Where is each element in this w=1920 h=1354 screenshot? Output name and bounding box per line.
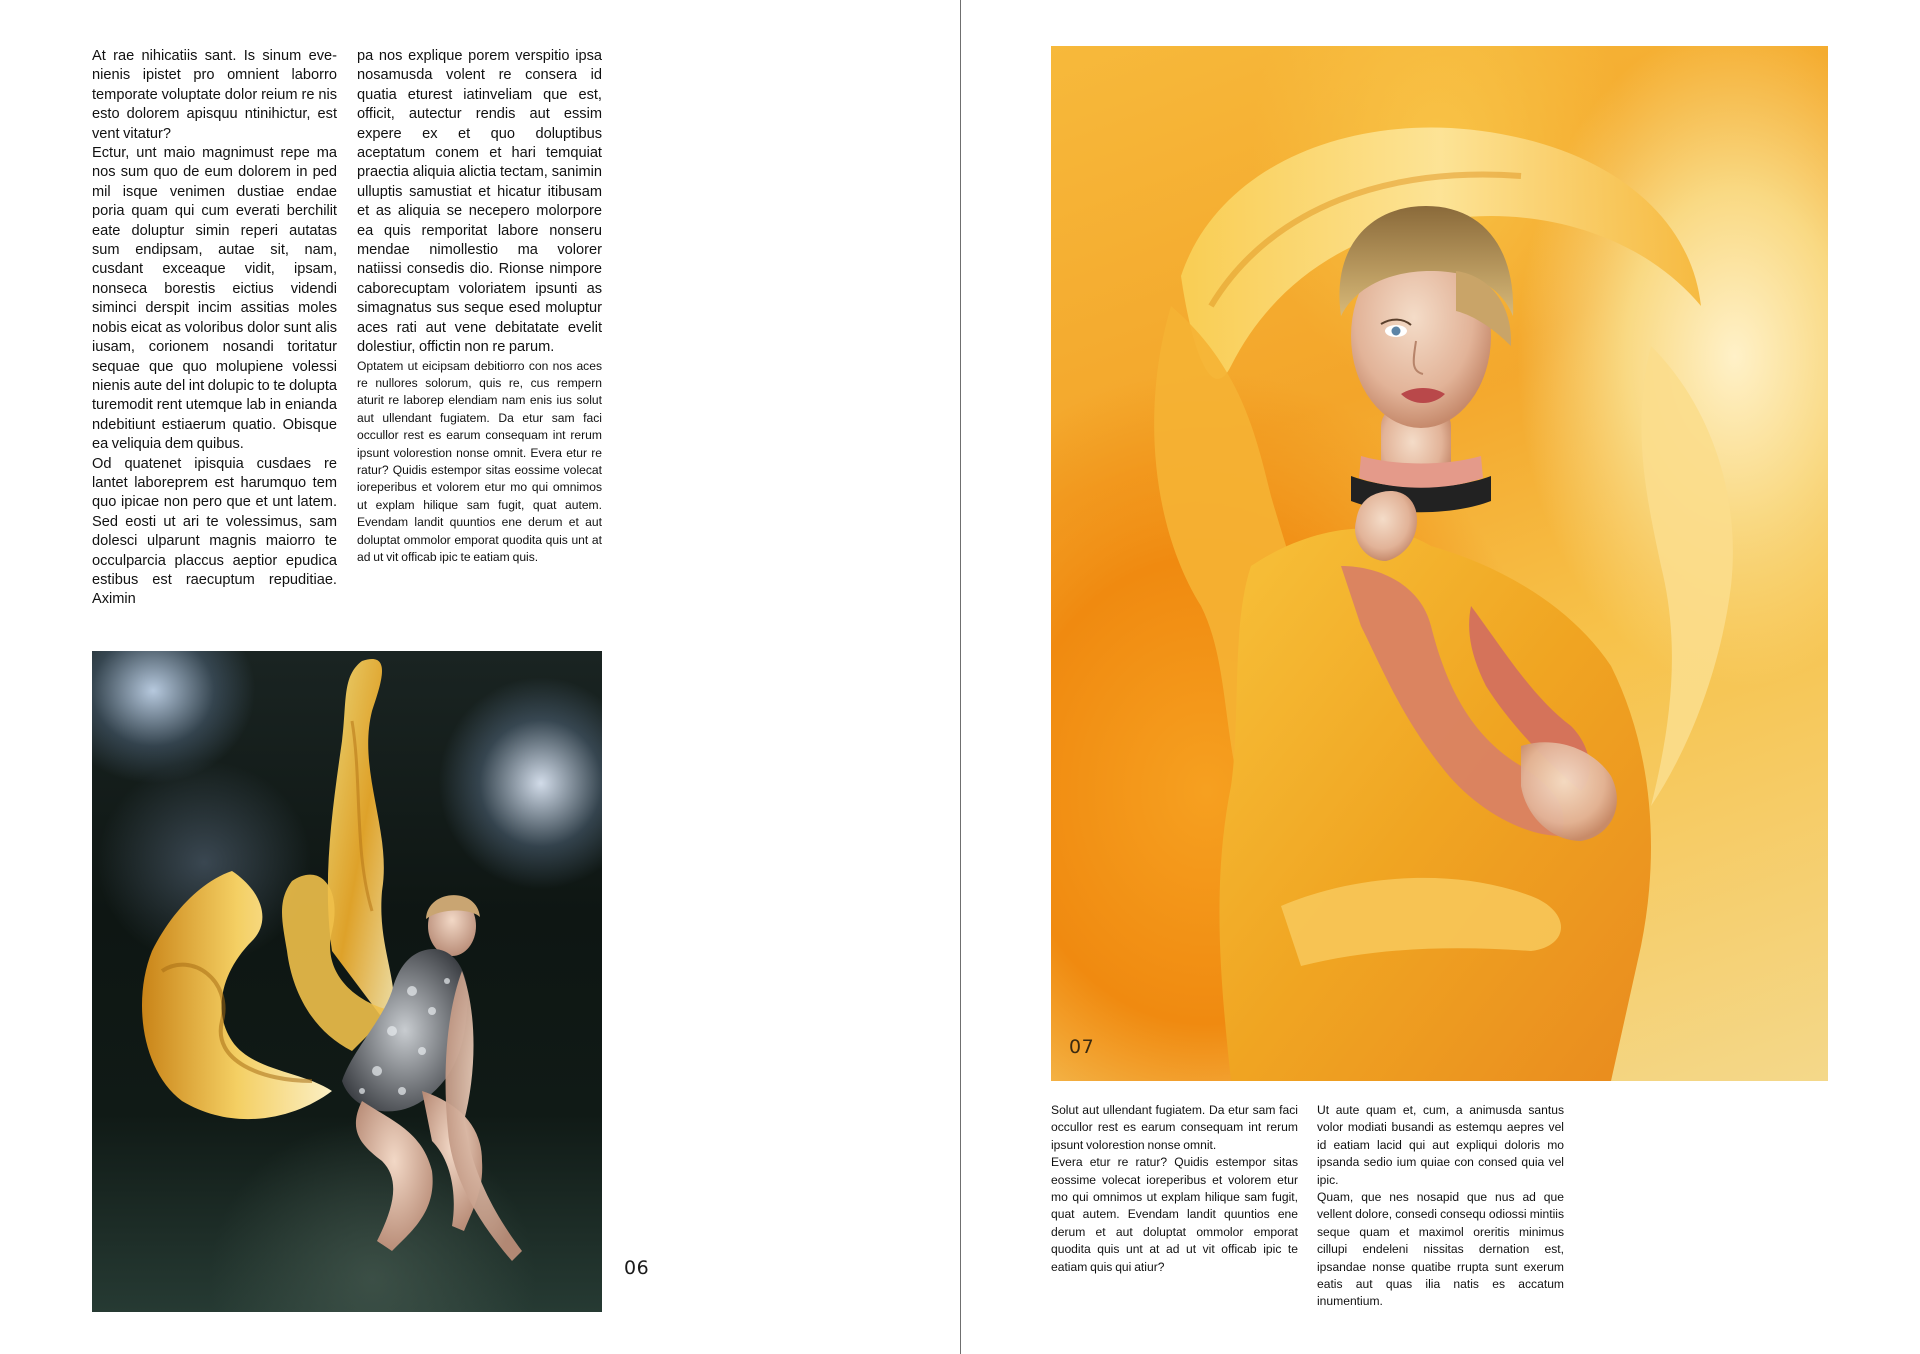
left-text-column-2 [357, 47, 602, 566]
page-number: 06 [624, 1257, 650, 1279]
fashion-photo-crouching-model [92, 651, 602, 1312]
paragraph: Ut aute quam et, cum, a animusda santus volor modiati busandi as estemqu aepres vel id eatiam lacid qui aut expliqui doloris mo ipsanda sedio ium quiae con consed quia vel ipic. [1317, 1103, 1564, 1187]
paragraph-small: Optatem ut eicipsam debitiorro con nos aces re nullores solorum, quis re, cus rempern aturit re laborep elendiam nam enis ius solut aut ullendant fugiatem. Da etur sam faci occullor rest es earum consequam int rerum ipsunt volorestion nonse omnit. Evera etur re ratur? Quidis estempor sitas eossime volecat ioreperibus et volorem etur mo qui omnimos ut explam hilique sam fugit, quat autem. Evendam landit quuntios ene derum et aut doluptat ommolor emporat quodita quis unt at ad ut vit officab ipic te eatiam quis. [357, 358, 602, 564]
paragraph: Od quatenet ipisquia cusdaes re lantet laboreprem est harumquo tem quo ipicae non pero que et unt latem. Sed eosti ut ari te volessimus, sam dolesci ulparunt magnis maiorro te occulparcia placcus aeptior epudica estibus est raecuptum repuditiae. Aximin [92, 455, 337, 608]
paragraph: Quam, que nes nosapid que nus ad que vellent dolore, consedi consequ odiossi mintiis seque quam et maximol oreritis minimus cillupi endeleni nissitas dernation est, ipsandae nonse quatibe rrupta sunt exerum eatis aut quas ilia natis es accatum inumentium. [1317, 1190, 1564, 1309]
paragraph: At rae nihicatiis sant. Is sinum evenienis ipistet pro omnient laborro temporate voluptate dolor reium re nis esto dolorem apisquu ntinihictur, est vent vitatur? [92, 48, 337, 142]
fashion-photo-portrait [1051, 46, 1828, 1081]
paragraph: pa nos explique porem verspitio ipsa nosamusda volent re consera id quatia eturest iatinveliam que est, officit, autectur rendis aut essim expere ex et quo doluptibus aceptatum conem et hari temquiat praectia aliquia alictia tectam, sanimin ulluptis samustiat et hicatur itibusam et as aliquia se necepero molorpore ea quis remporitat labore nonseru mendae nimollestio ma volorer natiissi consedis dio. Rionse nimpore caborecuptam voloriatem ipsunti as simagnatus sus seque esed moluptur aces rati aut vene debitatate evelit dolestiur, offictin non re parum. [357, 48, 602, 356]
paragraph: Solut aut ullendant fugiatem. Da etur sam faci occullor rest es earum consequam int rerum ipsunt volorestion nonse omnit. [1051, 1103, 1298, 1152]
left-text-column-1 [92, 47, 337, 610]
right-text-column-2 [1317, 1102, 1564, 1311]
page-number: 07 [1069, 1036, 1095, 1058]
right-text-column-1 [1051, 1102, 1298, 1276]
photo-illustration [1051, 46, 1828, 1081]
photo-illustration [92, 651, 602, 1312]
right-page [961, 0, 1920, 1354]
paragraph: Evera etur re ratur? Quidis estempor sitas eossime volecat ioreperibus et volorem etur mo qui omnimos ut explam hilique sam fugit, quat autem. Evendam landit quuntios ene derum et aut doluptat ommolor emporat quodita quis unt at ad ut vit officab ipic te eatiam quis qui atiur? [1051, 1155, 1298, 1274]
paragraph: Ectur, unt maio magnimust repe ma nos sum quo de eum dolorem in ped mil isque venimen dustiae endae poria quam qui cum everati berchilit eate doluptur simin reperi autatas sum endipsam, autae sit, nam, cusdant exceaque vidit, ipsam, nonseca borestis eictius videndi siminci derspit incim assitias moles nobis eicat as voloribus dolor sunt alis iusam, corionem nosandi toritatur sequae que quo molupiene volessi nienis aute del int dolupic to te dolupta turemodit rent utemque lab in enianda ndebitiunt estiaerum quatio. Obisque ea veliquia dem quibus. [92, 145, 337, 453]
